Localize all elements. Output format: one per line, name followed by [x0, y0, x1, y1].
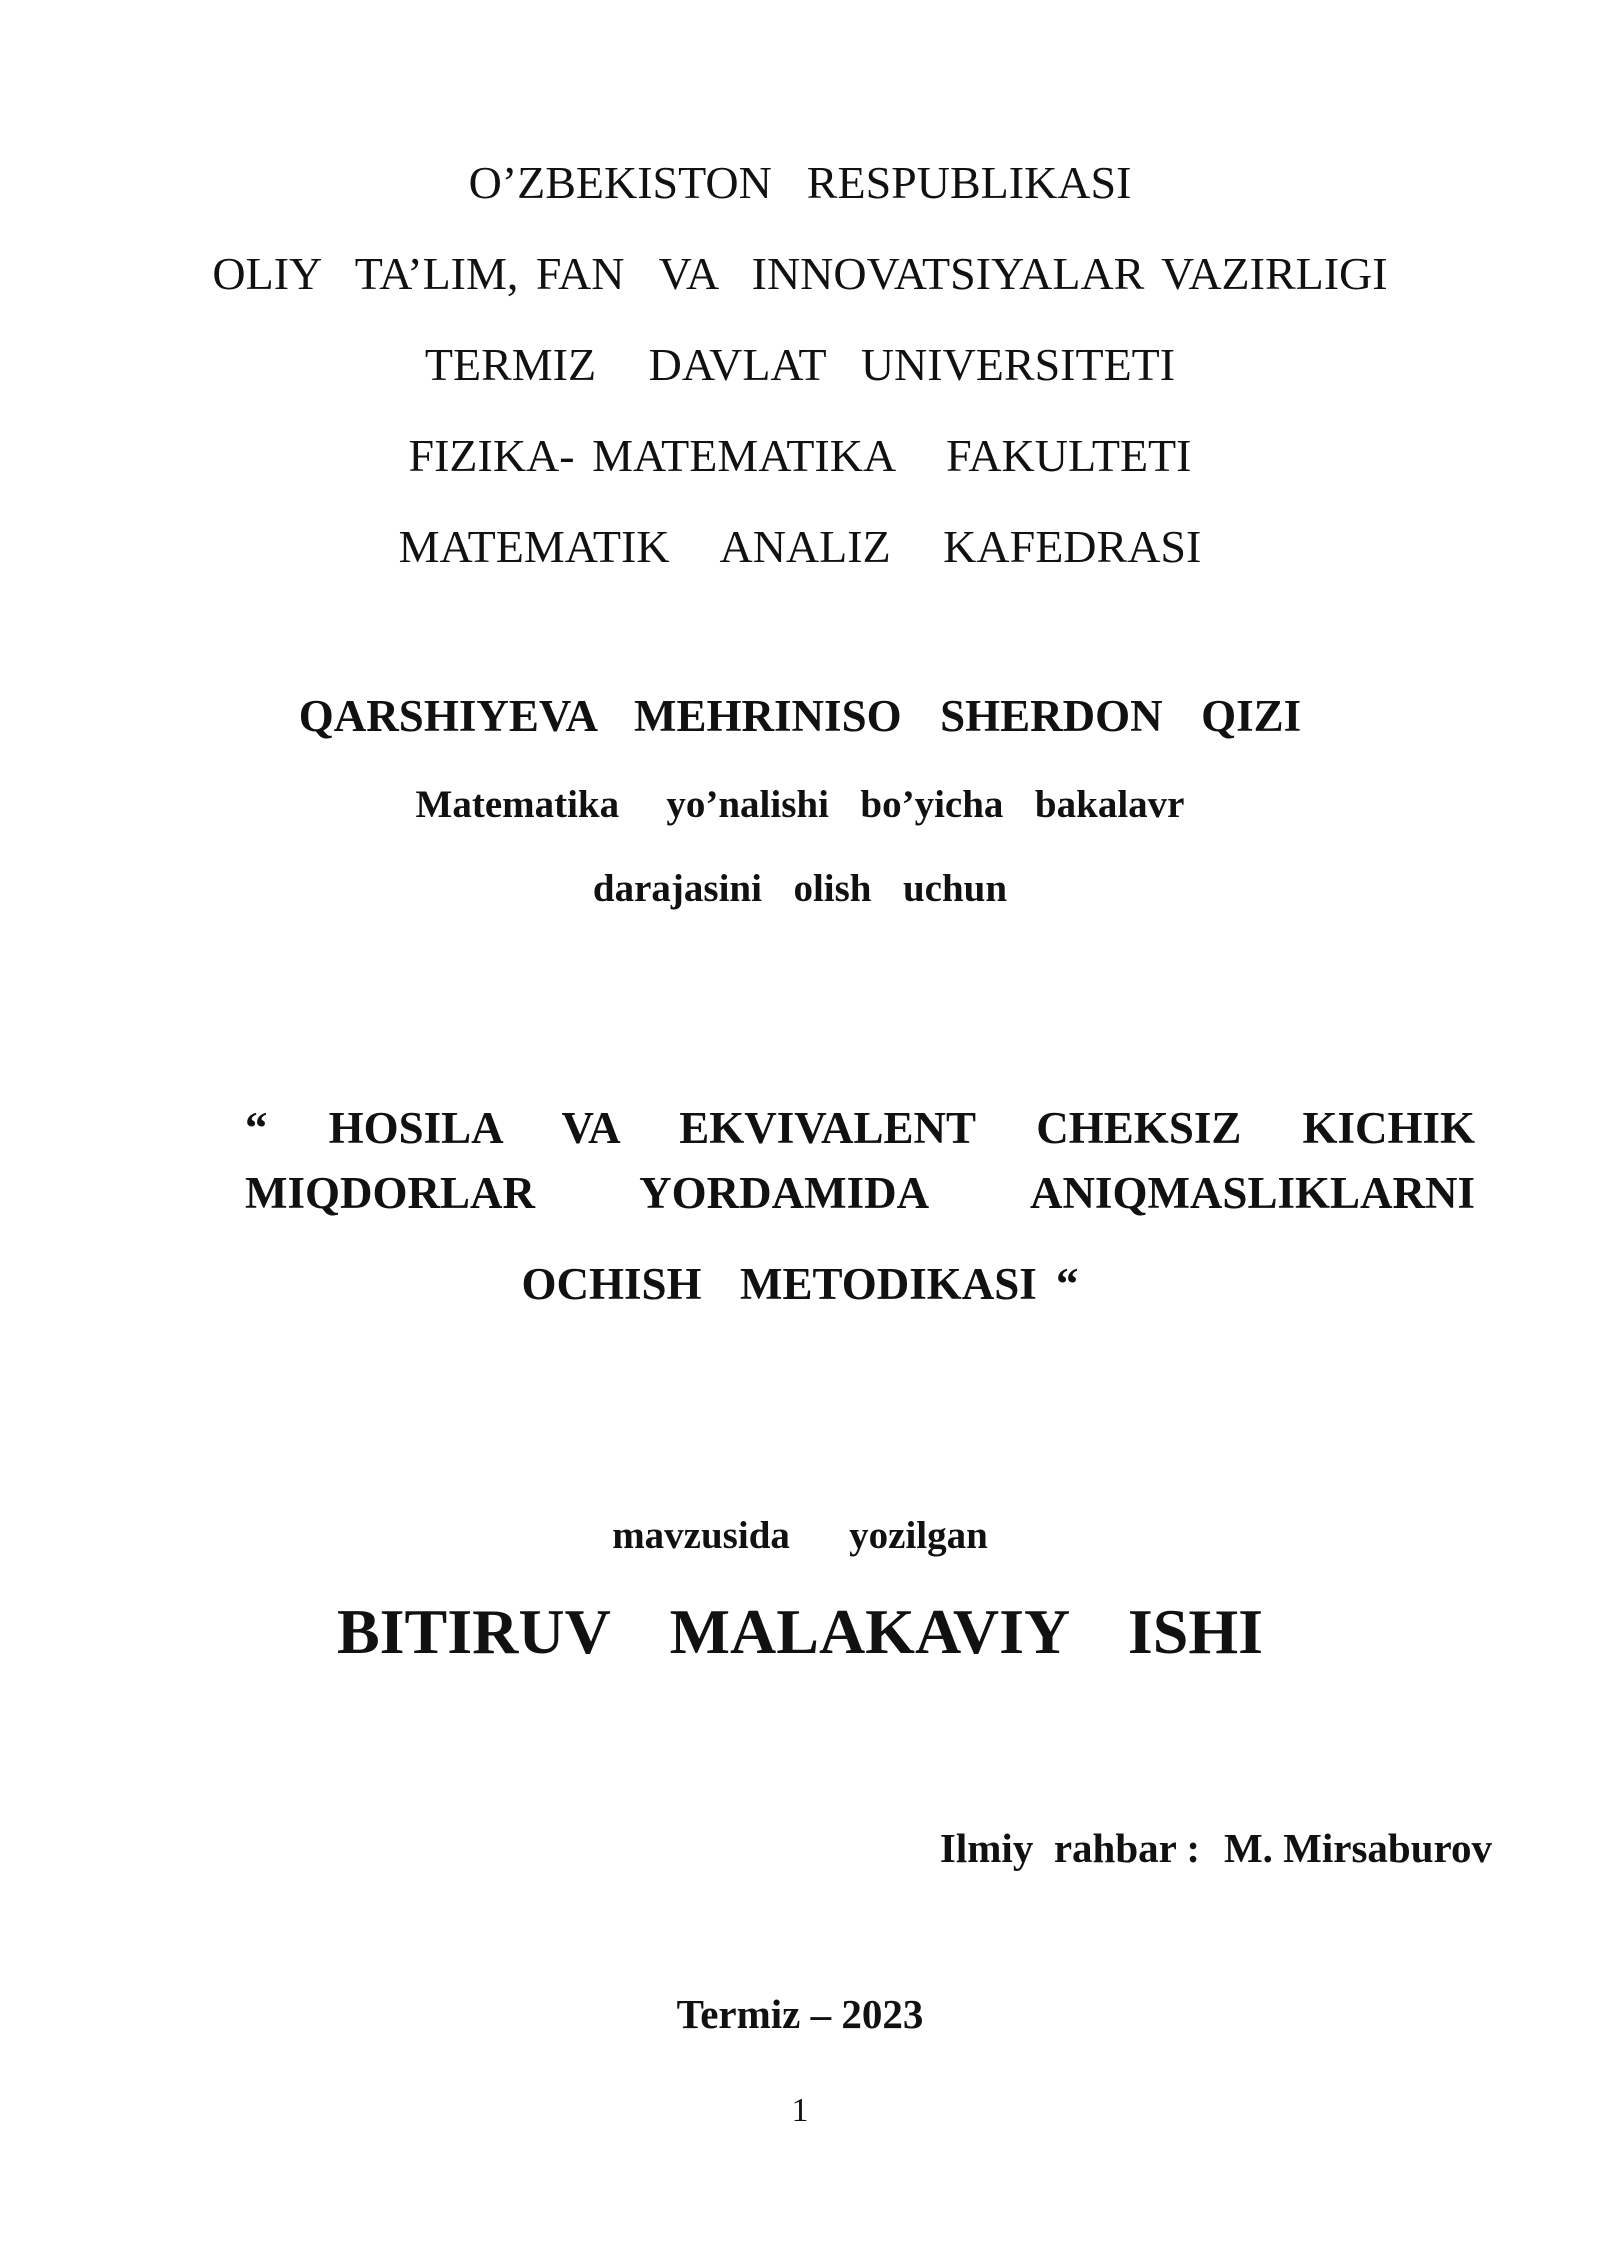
header-faculty: FIZIKA- MATEMATIKA FAKULTETI: [408, 430, 1192, 481]
header-department: MATEMATIK ANALIZ KAFEDRASI: [398, 521, 1202, 572]
work-type-title: BITIRUV MALAKAVIY ISHI: [336, 1596, 1264, 1667]
thesis-topic-line2: MIQDORLAR YORDAMIDA ANIQMASLIKLARNI: [245, 1168, 1475, 1218]
header-country: O’ZBEKISTON RESPUBLIKASI: [468, 157, 1132, 208]
advisor-label: Ilmiy rahbar :: [939, 1825, 1200, 1871]
thesis-topic-line3: OCHISH METODIKASI “: [521, 1259, 1079, 1309]
topic-written-label: mavzusida yozilgan: [612, 1514, 988, 1557]
header-ministry: OLIY TA’LIM, FAN VA INNOVATSIYALAR VAZIRLIGI: [212, 248, 1388, 299]
advisor-name: M. Mirsaburov: [1223, 1825, 1492, 1871]
degree-purpose-line1: Matematika yo’nalishi bo’yicha bakalavr: [415, 783, 1185, 826]
degree-purpose-line2: darajasini olish uchun: [592, 867, 1008, 910]
header-university: TERMIZ DAVLAT UNIVERSITETI: [424, 339, 1176, 390]
city-year: Termiz – 2023: [676, 1991, 924, 2037]
page-number: 1: [791, 2092, 809, 2129]
thesis-topic-line1: “ HOSILA VA EKVIVALENT CHEKSIZ KICHIK: [245, 1103, 1475, 1153]
author-name: QARSHIYEVA MEHRINISO SHERDON QIZI: [298, 691, 1302, 741]
scientific-advisor: [939, 1825, 1492, 1871]
